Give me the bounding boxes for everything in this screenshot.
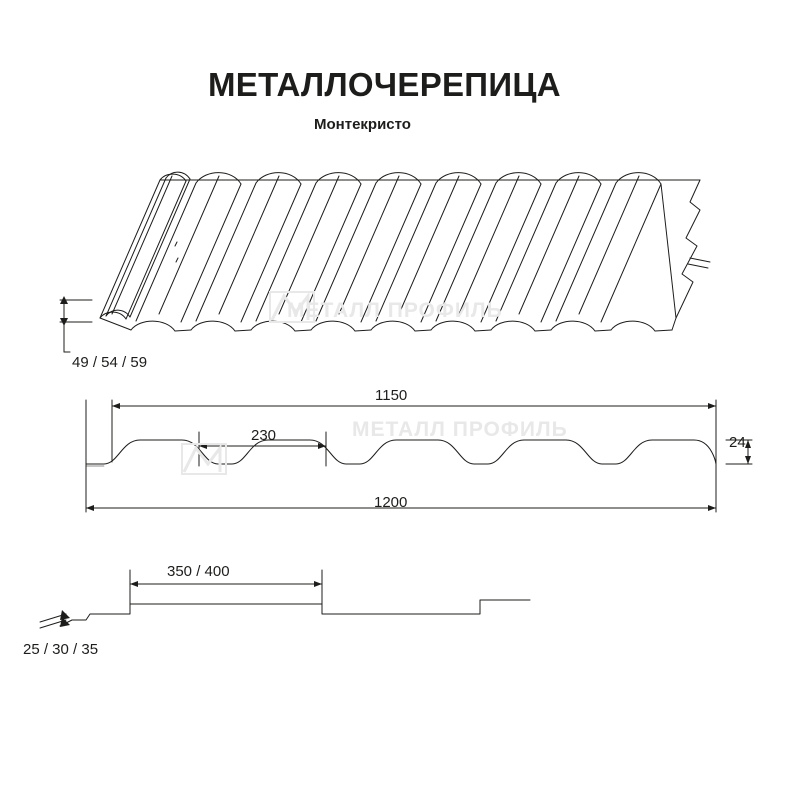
page-title: МЕТАЛЛОЧЕРЕПИЦА: [208, 66, 561, 103]
dimension-step-height: 25 / 30 / 35: [23, 641, 99, 658]
watermark-text-2: МЕТАЛЛ ПРОФИЛЬ: [352, 418, 568, 441]
dimension-step-length: 350 / 400: [167, 563, 230, 580]
dimension-useful-width: 1150: [375, 387, 408, 404]
watermark-text-1: МЕТАЛЛ ПРОФИЛЬ: [287, 299, 503, 322]
dimension-total-width: 1200: [374, 494, 408, 511]
dimension-profile-depth: 24: [729, 434, 746, 451]
dimension-wave-pitch: 230: [251, 427, 277, 444]
section-view: [86, 400, 752, 512]
isometric-view: [60, 172, 710, 352]
step-view: [40, 570, 530, 628]
dimension-wave-height: 49 / 54 / 59: [72, 354, 148, 371]
page-subtitle: Монтекристо: [314, 116, 411, 133]
